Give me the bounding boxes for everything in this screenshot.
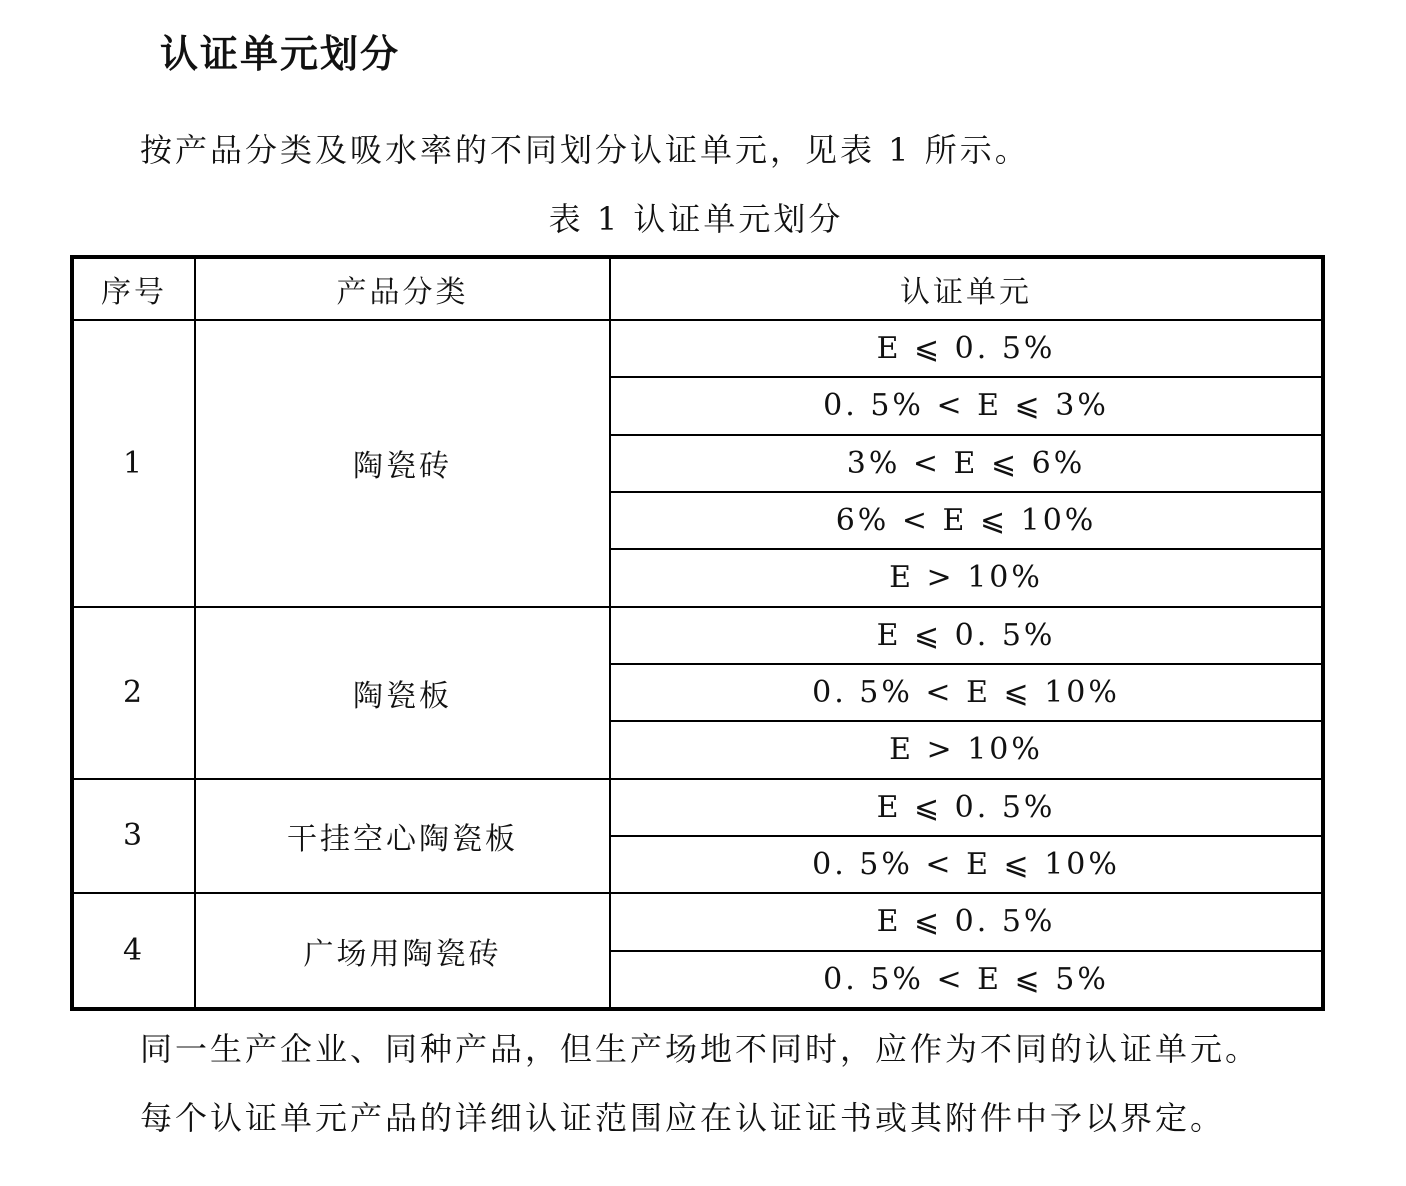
product-category-cell: 陶瓷板 — [195, 607, 610, 779]
section-heading: 认证单元划分 — [160, 32, 401, 76]
serial-number-cell: 2 — [72, 607, 195, 779]
serial-number-cell: 3 — [72, 779, 195, 894]
header-certification-unit: 认证单元 — [610, 257, 1323, 320]
note-paragraph-site: 同一生产企业、同种产品，但生产场地不同时，应作为不同的认证单元。 — [140, 1030, 1261, 1068]
certification-unit-cell: E > 10% — [610, 721, 1323, 778]
table-row — [72, 320, 1323, 377]
table-row — [72, 779, 1323, 836]
header-product-category: 产品分类 — [195, 257, 610, 320]
table-caption: 表 1 认证单元划分 — [548, 200, 844, 238]
note-paragraph-scope: 每个认证单元产品的详细认证范围应在认证证书或其附件中予以界定。 — [140, 1099, 1226, 1137]
product-category-cell: 陶瓷砖 — [195, 320, 610, 607]
certification-unit-cell: 3% < E ⩽ 6% — [610, 435, 1323, 492]
serial-number-cell: 1 — [72, 320, 195, 607]
certification-unit-cell: 0. 5% < E ⩽ 10% — [610, 836, 1323, 893]
certification-unit-cell: E > 10% — [610, 549, 1323, 606]
certification-unit-cell: E ⩽ 0. 5% — [610, 893, 1323, 950]
serial-number-cell: 4 — [72, 893, 195, 1009]
certification-unit-table — [70, 255, 1325, 1011]
table-row — [72, 607, 1323, 664]
header-serial-number: 序号 — [72, 257, 195, 320]
intro-paragraph: 按产品分类及吸水率的不同划分认证单元，见表 1 所示。 — [140, 131, 1030, 169]
certification-unit-cell: 6% < E ⩽ 10% — [610, 492, 1323, 549]
table-row — [72, 893, 1323, 950]
product-category-cell: 干挂空心陶瓷板 — [195, 779, 610, 894]
certification-unit-cell: 0. 5% < E ⩽ 3% — [610, 377, 1323, 434]
table-header-row — [72, 257, 1323, 320]
certification-unit-cell: E ⩽ 0. 5% — [610, 607, 1323, 664]
certification-unit-cell: 0. 5% < E ⩽ 10% — [610, 664, 1323, 721]
certification-unit-cell: E ⩽ 0. 5% — [610, 320, 1323, 377]
certification-unit-cell: E ⩽ 0. 5% — [610, 779, 1323, 836]
certification-unit-cell: 0. 5% < E ⩽ 5% — [610, 951, 1323, 1009]
product-category-cell: 广场用陶瓷砖 — [195, 893, 610, 1009]
